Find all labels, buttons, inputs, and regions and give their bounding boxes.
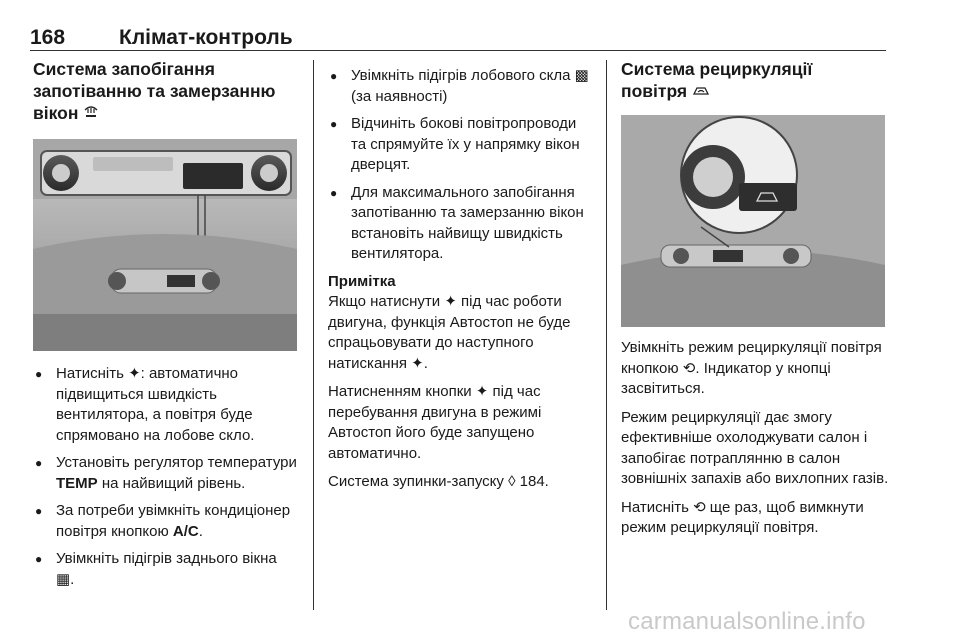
body-paragraph: Режим рециркуляції дає змогу ефективніше охолоджувати салон і запобігає потраплянню в салон зовнішніх запахів або вихлопних газів. (621, 408, 889, 487)
page-number: 168 (30, 26, 66, 49)
chapter-title: Клімат-контроль (119, 26, 293, 49)
header-rule (30, 50, 886, 51)
climate-panel-figure (33, 139, 297, 351)
note-heading: Примітка (328, 272, 396, 290)
body-paragraph: Увімкніть режим рециркуляції повітря кнопкою ⟲. Індикатор у кнопці засвітиться. (621, 339, 882, 397)
list-item: ● Установіть регулятор температури TEMP на найвищий рівень. (33, 453, 299, 494)
defog-steps-list (33, 364, 299, 590)
list-item: ● Натисніть ✦: автоматично підвищиться швидкість вентилятора, а повітря буде спрямовано на лобове скло. (33, 364, 299, 446)
note-paragraph: Натисненням кнопки ✦ під час перебування двигуна в режимі Автостоп його буде запущено автоматично. (328, 383, 542, 462)
column-right (621, 58, 889, 547)
watermark: carmanualsonline.info (628, 608, 866, 635)
section-heading-recirculation: Система рециркуляції повітря (621, 58, 889, 105)
column-left (33, 58, 299, 597)
note-paragraph: Якщо натиснути ✦ під час роботи двигуна, функція Автостоп не буде спрацьовувати до наступного натискання ✦. (328, 293, 571, 372)
defrost-front-icon (83, 104, 99, 126)
list-item: ● Відчиніть бокові повітропроводи та спрямуйте їх у напрямку вікон дверцят. (328, 114, 594, 176)
list-item: ● За потреби увімкніть кондиціонер повітря кнопкою A/C. (33, 501, 299, 542)
section-heading-defog: Система запобігання запотіванню та замерзанню вікон (33, 58, 299, 127)
list-item: ● Увімкніть підігрів заднього вікна ▦. (33, 549, 299, 590)
column-divider (606, 60, 607, 610)
column-middle (328, 58, 594, 501)
list-item: ● Для максимального запобігання запотіванню та замерзанню вікон встановіть найвищу швидкість вентилятора. (328, 183, 594, 265)
defog-steps-list-continued (328, 66, 594, 265)
page-header (30, 8, 886, 50)
body-paragraph: Натисніть ⟲ ще раз, щоб вимкнути режим рециркуляції повітря. (621, 498, 864, 536)
column-divider (313, 60, 314, 610)
recirculation-button-figure (621, 115, 885, 327)
cross-reference: Система зупинки-запуску ◊ 184. (328, 473, 549, 490)
list-item: ● Увімкніть підігрів лобового скла ▩ (за наявності) (328, 66, 594, 107)
recirculation-icon (692, 82, 710, 104)
